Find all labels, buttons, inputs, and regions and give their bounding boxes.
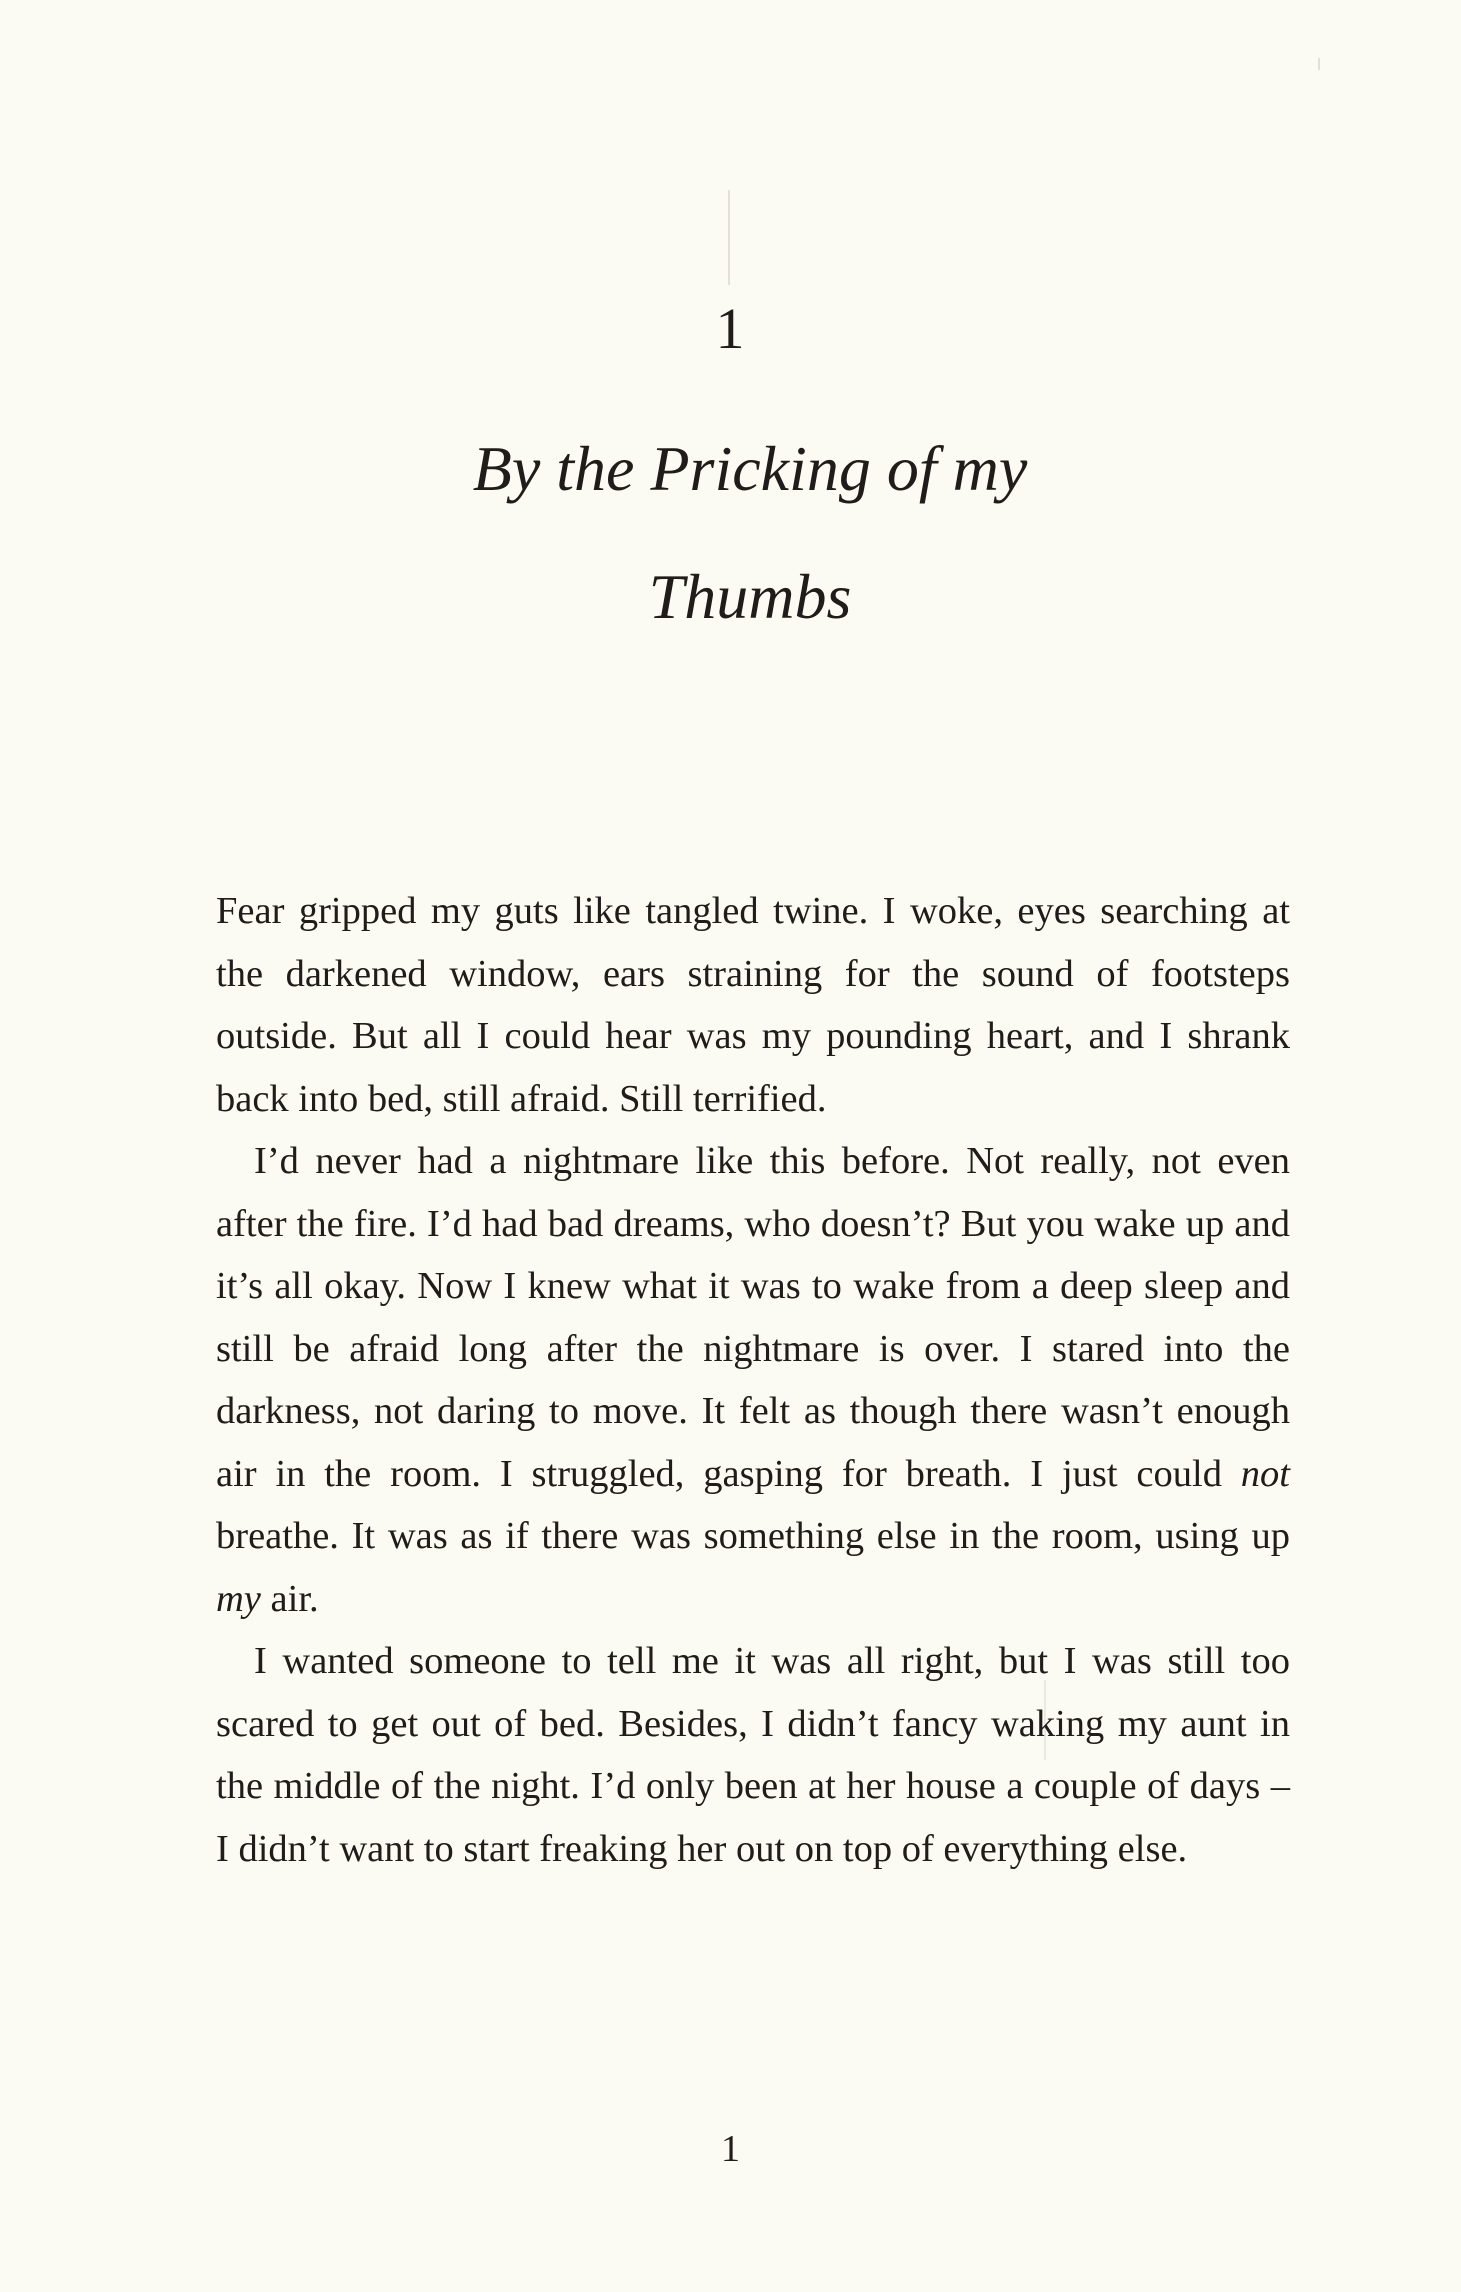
paragraph <box>216 880 1290 1130</box>
text-run: air. <box>260 1577 319 1620</box>
italic-text: my <box>216 1577 261 1620</box>
text-run: Fear gripped my guts like tangled twine. I woke, eyes searching at the darkened window, ears straining for the sound of footsteps outside. But all I could hear was my pounding heart, and I shrank back into bed, still afraid. Still terrified. <box>216 890 1290 1120</box>
page-number: 1 <box>721 2128 740 2170</box>
scan-mark <box>728 190 730 285</box>
text-run: breathe. It was as if there was something else in the room, using up <box>216 1515 1290 1557</box>
scan-mark <box>1318 58 1320 70</box>
italic-text: not <box>1240 1452 1290 1495</box>
chapter-number: 1 <box>715 296 746 361</box>
paragraph <box>216 1130 1290 1630</box>
paragraph <box>216 1630 1290 1880</box>
chapter-title: By the Pricking of my Thumbs <box>472 433 1028 632</box>
text-run: I’d never had a nightmare like this before. Not really, not even after the fire. I’d had bad dreams, who doesn’t? But you wake up and it’s all okay. Now I knew what it was to wake from a deep sleep and still be afraid long after the nightmare is over. I stared into the darkness, not daring to move. It felt as though there wasn’t enough air in the room. I struggled, gasping for breath. I just could <box>216 1140 1290 1495</box>
text-run: I wanted someone to tell me it was all right, but I was still too scared to get out of bed. Besides, I didn’t fancy waking my aunt in the middle of the night. I’d only been at her house a couple of days – I didn’t want to start freaking her out on top of everything else. <box>216 1640 1290 1870</box>
chapter-body-text <box>216 880 1290 1880</box>
